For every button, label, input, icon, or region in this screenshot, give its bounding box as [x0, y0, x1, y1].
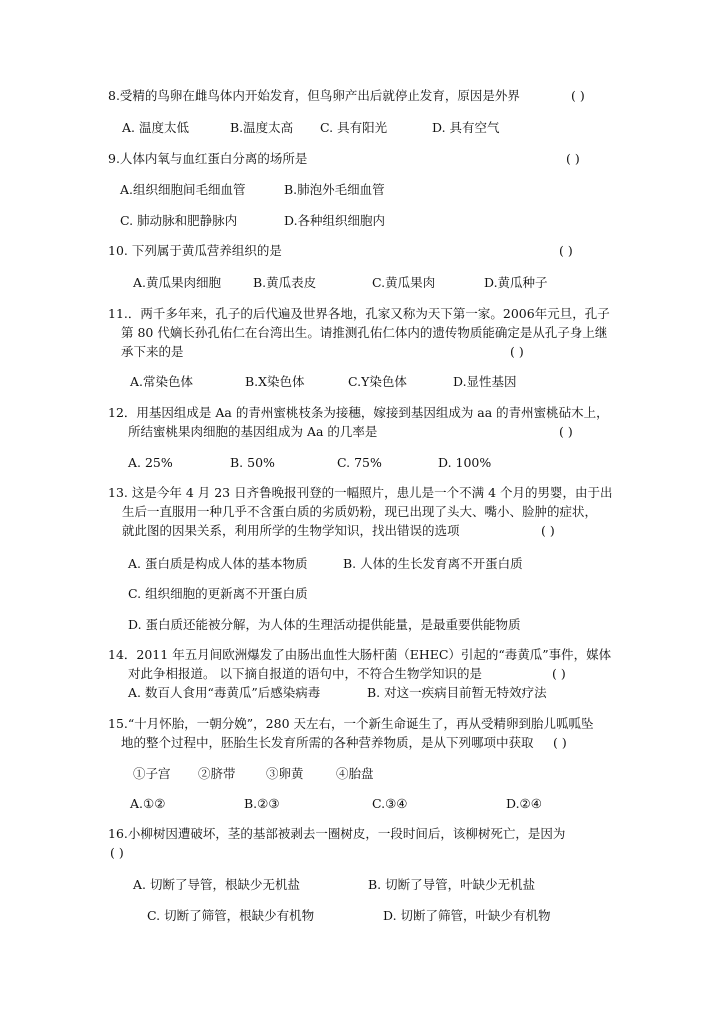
question-12-answer-blank: ( )	[559, 424, 573, 439]
question-11-option-c: C.Y染色体	[348, 374, 407, 389]
question-15-item-4: ④胎盘	[336, 766, 374, 781]
question-15-option-b: B.②③	[244, 796, 280, 811]
question-8-answer-blank: ( )	[571, 88, 585, 103]
question-8-option-b: B.温度太高	[230, 120, 294, 135]
question-14-option-b: B. 对这一疾病目前暂无特效疗法	[367, 685, 547, 700]
question-14-stem-line-1: 14．2011 年五月间欧洲爆发了由肠出血性大肠杆菌（EHEC）引起的“毒黄瓜”事件，媒体	[108, 647, 612, 662]
question-15-answer-blank: ( )	[553, 735, 567, 750]
question-13-option-c: C. 组织细胞的更新离不开蛋白质	[128, 586, 308, 601]
question-15-option-c: C.③④	[372, 796, 408, 811]
question-12-stem-line-2: 所结蜜桃果肉细胞的基因组成为 Aa 的几率是	[128, 424, 378, 439]
question-11-stem-line-2: 第 80 代嫡长孙孔佑仁在台湾出生。请推测孔佑仁体内的遗传物质能确定是从孔子身上继	[121, 325, 608, 340]
question-10-stem: 10. 下列属于黄瓜营养组织的是	[108, 243, 282, 258]
question-15-item-1: ①子宫	[133, 766, 171, 781]
question-11-option-b: B.X染色体	[245, 374, 305, 389]
question-12-stem-line-1: 12．用基因组成是 Aa 的青州蜜桃枝条为接穗，嫁接到基因组成为 aa 的青州蜜桃砧木上，	[108, 405, 609, 420]
question-12-option-b: B. 50%	[230, 455, 275, 470]
question-15-option-d: D.②④	[506, 796, 542, 811]
question-13-answer-blank: ( )	[541, 523, 555, 538]
question-13-option-d: D. 蛋白质还能被分解，为人体的生理活动提供能量，是最重要供能物质	[128, 617, 521, 632]
question-10-option-b: B.黄瓜表皮	[253, 275, 317, 290]
question-12-option-a: A. 25%	[128, 455, 173, 470]
question-10-option-d: D.黄瓜种子	[484, 275, 548, 290]
question-11-option-a: A.常染色体	[130, 374, 194, 389]
question-9-option-c: C. 肺动脉和肥静脉内	[120, 213, 238, 228]
question-14-stem-line-2: 对此争相报道。 以下摘自报道的语句中，不符合生物学知识的是	[128, 666, 482, 681]
question-11-stem-line-3: 承下来的是	[121, 344, 184, 359]
question-11-answer-blank: ( )	[510, 344, 524, 359]
question-9-option-b: B.肺泡外毛细血管	[284, 182, 385, 197]
question-15-item-2: ②脐带	[198, 766, 236, 781]
question-14-option-a: A. 数百人食用“毒黄瓜”后感染病毒	[128, 685, 321, 700]
question-16-option-a: A. 切断了导管，根缺少无机盐	[133, 877, 300, 892]
question-9-option-d: D.各种组织细胞内	[284, 213, 386, 228]
question-13-stem-line-3: 就此图的因果关系，利用所学的生物学知识，找出错误的选项	[122, 523, 460, 538]
question-11-option-d: D.显性基因	[453, 374, 517, 389]
question-8-option-d: D. 具有空气	[432, 120, 500, 135]
question-16-stem: 16.小柳树因遭破坏，茎的基部被剥去一圈树皮，一段时间后，该柳树死亡，是因为	[108, 826, 566, 841]
question-15-option-a: A.①②	[130, 796, 166, 811]
question-15-item-3: ③卵黄	[266, 766, 304, 781]
question-13-option-a: A. 蛋白质是构成人体的基本物质	[128, 556, 308, 571]
question-15-stem-line-1: 15.“十月怀胎，一朝分娩”，280 天左右，一个新生命诞生了，再从受精卵到胎儿呱呱坠	[108, 716, 594, 731]
question-11-stem-line-1: 11.．两千多年来，孔子的后代遍及世界各地，孔家又称为天下第一家。2006年元旦，孔子	[108, 306, 610, 321]
question-9-stem: 9.人体内氧与血红蛋白分离的场所是	[108, 151, 308, 166]
question-16-option-d: D. 切断了筛管，叶缺少有机物	[383, 908, 551, 923]
question-15-stem-line-2: 地的整个过程中，胚胎生长发育所需的各种营养物质，是从下列哪项中获取	[121, 735, 534, 750]
question-12-option-d: D. 100%	[438, 455, 492, 470]
question-8-option-a: A. 温度太低	[122, 120, 189, 135]
question-13-stem-line-1: 13. 这是今年 4 月 23 日齐鲁晚报刊登的一幅照片，患儿是一个不满 4 个月的男婴，由于出	[108, 485, 613, 500]
question-13-stem-line-2: 生后一直服用一种几乎不含蛋白质的劣质奶粉，现已出现了头大、嘴小、脸肿的症状，	[122, 504, 598, 519]
question-9-answer-blank: ( )	[566, 151, 580, 166]
question-10-option-a: A.黄瓜果肉细胞	[133, 275, 222, 290]
question-13-option-b: B. 人体的生长发育离不开蛋白质	[343, 556, 523, 571]
question-8-option-c: C. 具有阳光	[320, 120, 388, 135]
question-16-option-b: B. 切断了导管，叶缺少无机盐	[368, 877, 536, 892]
question-9-option-a: A.组织细胞间毛细血管	[120, 182, 246, 197]
question-16-answer-blank: ( )	[110, 845, 124, 860]
question-12-option-c: C. 75%	[337, 455, 382, 470]
question-14-answer-blank: ( )	[552, 666, 566, 681]
question-10-option-c: C.黄瓜果肉	[372, 275, 436, 290]
question-8-stem: 8.受精的鸟卵在雌鸟体内开始发育，但鸟卵产出后就停止发育，原因是外界	[108, 88, 520, 103]
question-16-option-c: C. 切断了筛管，根缺少有机物	[147, 908, 315, 923]
question-10-answer-blank: ( )	[559, 243, 573, 258]
